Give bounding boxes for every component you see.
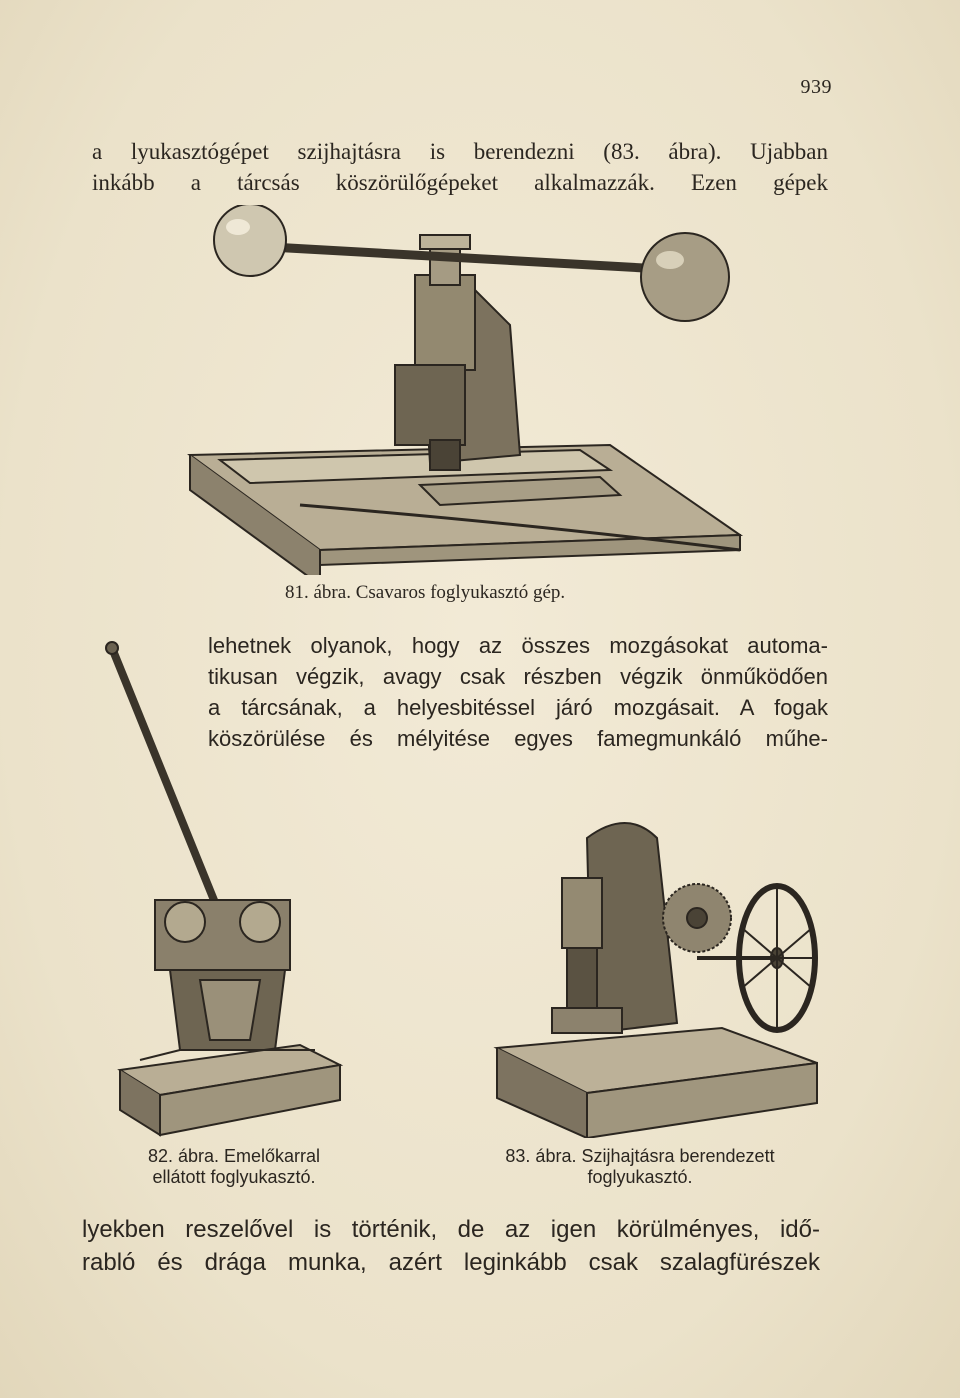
text-line: tikusan végzik, avagy csak részben végzik önműködően xyxy=(208,664,828,689)
figure-81-caption: 81. ábra. Csavaros foglyukasztó gép. xyxy=(285,582,566,603)
figure-83-belt-driven-punch-illustration xyxy=(492,808,822,1138)
text-line: köszörülése és mélyitése egyes famegmunkáló műhe- xyxy=(208,726,828,751)
text-line: lyekben reszelővel is történik, de az igen körülményes, idő- xyxy=(82,1216,820,1243)
page-number: 939 xyxy=(800,76,832,98)
text-line: a lyukasztógépet szijhajtásra is berendezni (83. ábra). Ujabban xyxy=(92,139,828,164)
figure-82-lever-punch-illustration xyxy=(100,640,350,1140)
caption-line: foglyukasztó. xyxy=(587,1167,693,1187)
figure-83-caption xyxy=(470,1146,810,1188)
text-line: inkább a tárcsás köszörülőgépeket alkalmazzák. Ezen gépek xyxy=(92,170,828,195)
paragraph-intro xyxy=(92,136,828,198)
caption-line: ellátott foglyukasztó. xyxy=(152,1167,316,1187)
paragraph-bottom xyxy=(82,1213,820,1279)
caption-line: 82. ábra. Emelőkarral xyxy=(147,1146,321,1166)
caption-line: 83. ábra. Szijhajtásra berendezett xyxy=(505,1146,775,1166)
figure-82-caption xyxy=(104,1146,364,1188)
text-line: rabló és drága munka, azért leginkább csak szalagfürészek xyxy=(82,1249,820,1276)
text-line: a tárcsának, a helyesbitéssel járó mozgásait. A fogak xyxy=(208,695,828,720)
figure-81-screw-punch-illustration xyxy=(180,205,760,575)
text-line: lehetnek olyanok, hogy az összes mozgásokat automa- xyxy=(208,633,828,658)
